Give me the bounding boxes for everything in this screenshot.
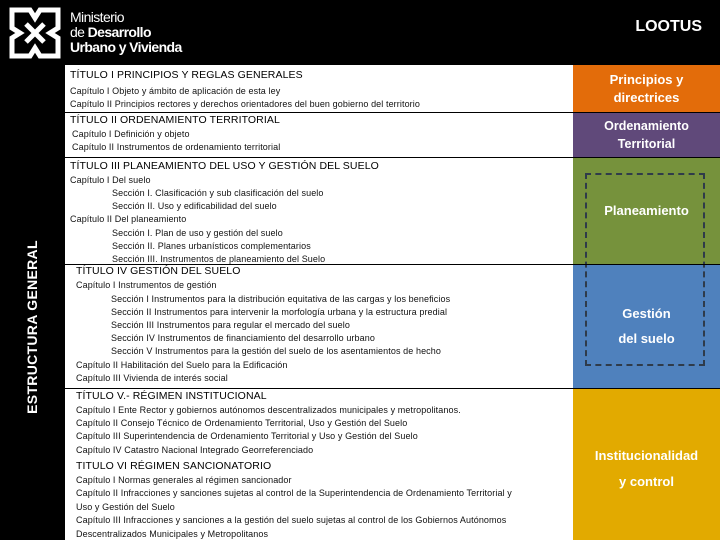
ministry-logo-icon: [8, 6, 62, 60]
chapter-cont: Uso y Gestión del Suelo: [76, 502, 175, 512]
chapter: Capítulo IV Catastro Nacional Integrado Georreferenciado: [76, 445, 314, 455]
section: Sección I. Clasificación y sub clasificación del suelo: [112, 188, 324, 198]
chapter-cont: Descentralizados Municipales y Metropolitanos: [76, 529, 269, 539]
category-institucionalidad: Institucionalidad y control: [573, 388, 720, 540]
titulo-1: TÍTULO I PRINCIPIOS Y REGLAS GENERALES: [70, 69, 303, 81]
chapter: Capítulo II Del planeamiento: [70, 214, 187, 224]
titulo-5: TÍTULO V.- RÉGIMEN INSTITUCIONAL: [76, 390, 267, 402]
section: Sección II. Uso y edificabilidad del suelo: [112, 201, 277, 211]
titulo-2: TÍTULO II ORDENAMIENTO TERRITORIAL: [70, 114, 280, 126]
ministry-line2: de Desarrollo: [70, 24, 151, 40]
chapter: Capítulo I Del suelo: [70, 175, 151, 185]
chapter: Capítulo I Instrumentos de gestión: [76, 280, 217, 290]
side-label: ESTRUCTURA GENERAL: [24, 240, 40, 414]
chapter: Capítulo I Ente Rector y gobiernos autónomos descentralizados municipales y metropolitanos.: [76, 405, 461, 415]
category-ordenamiento: Ordenamiento Territorial: [573, 112, 720, 157]
chapter: Capítulo II Consejo Técnico de Ordenamiento Territorial, Uso y Gestión del Suelo: [76, 418, 408, 428]
side-bar: [0, 65, 65, 540]
chapter: Capítulo II Instrumentos de ordenamiento territorial: [72, 142, 281, 152]
titulo-3: TÍTULO III PLANEAMIENTO DEL USO Y GESTIÓN DEL SUELO: [70, 160, 379, 172]
divider: [65, 157, 720, 158]
chapter: Capítulo III Superintendencia de Ordenamiento Territorial y Uso y Gestión del Suelo: [76, 431, 418, 441]
titulo-4: TÍTULO IV GESTIÓN DEL SUELO: [76, 265, 241, 277]
dashed-group-box: [585, 173, 705, 366]
chapter: Capítulo I Definición y objeto: [72, 129, 190, 139]
header-bar: [0, 0, 720, 65]
section: Sección I. Plan de uso y gestión del suelo: [112, 228, 283, 238]
category-planeamiento: Planeamiento: [573, 157, 720, 264]
category-principios: Principios y directrices: [573, 65, 720, 112]
chapter: Capítulo II Principios rectores y derechos orientadores del buen gobierno del territorio: [70, 99, 420, 109]
section: Sección I Instrumentos para la distribución equitativa de las cargas y los beneficios: [111, 294, 451, 304]
chapter: Capítulo II Infracciones y sanciones sujetas al control de la Superintendencia de Ordenamiento Territorial y: [76, 488, 512, 498]
app-title: LOOTUS: [635, 18, 702, 35]
chapter: Capítulo III Vivienda de interés social: [76, 373, 228, 383]
divider: [65, 388, 720, 389]
chapter: Capítulo III Infracciones y sanciones a la gestión del suelo sujetas al control de los Gobiernos Autónomos: [76, 515, 507, 525]
titulo-6: TITULO VI RÉGIMEN SANCIONATORIO: [76, 460, 272, 472]
chapter: Capítulo I Normas generales al régimen sancionador: [76, 475, 292, 485]
chapter: Capítulo II Habilitación del Suelo para la Edificación: [76, 360, 288, 370]
section: Sección III Instrumentos para regular el mercado del suelo: [111, 320, 350, 330]
section: Sección II Instrumentos para intervenir la morfología urbana y la estructura predial: [111, 307, 448, 317]
divider: [65, 112, 720, 113]
section: Sección V Instrumentos para la gestión del suelo de los asentamientos de hecho: [111, 346, 441, 356]
section: Sección II. Planes urbanísticos complementarios: [112, 241, 311, 251]
ministry-line3: Urbano y Vivienda: [70, 39, 182, 55]
category-gestion: Gestión del suelo: [573, 264, 720, 388]
section: Sección III. Instrumentos de planeamiento del Suelo: [112, 254, 326, 264]
ministry-line1: Ministerio: [70, 9, 124, 25]
ministry-name: [70, 10, 182, 55]
section: Sección IV Instrumentos de financiamiento del desarrollo urbano: [111, 333, 375, 343]
chapter: Capítulo I Objeto y ámbito de aplicación de esta ley: [70, 86, 281, 96]
